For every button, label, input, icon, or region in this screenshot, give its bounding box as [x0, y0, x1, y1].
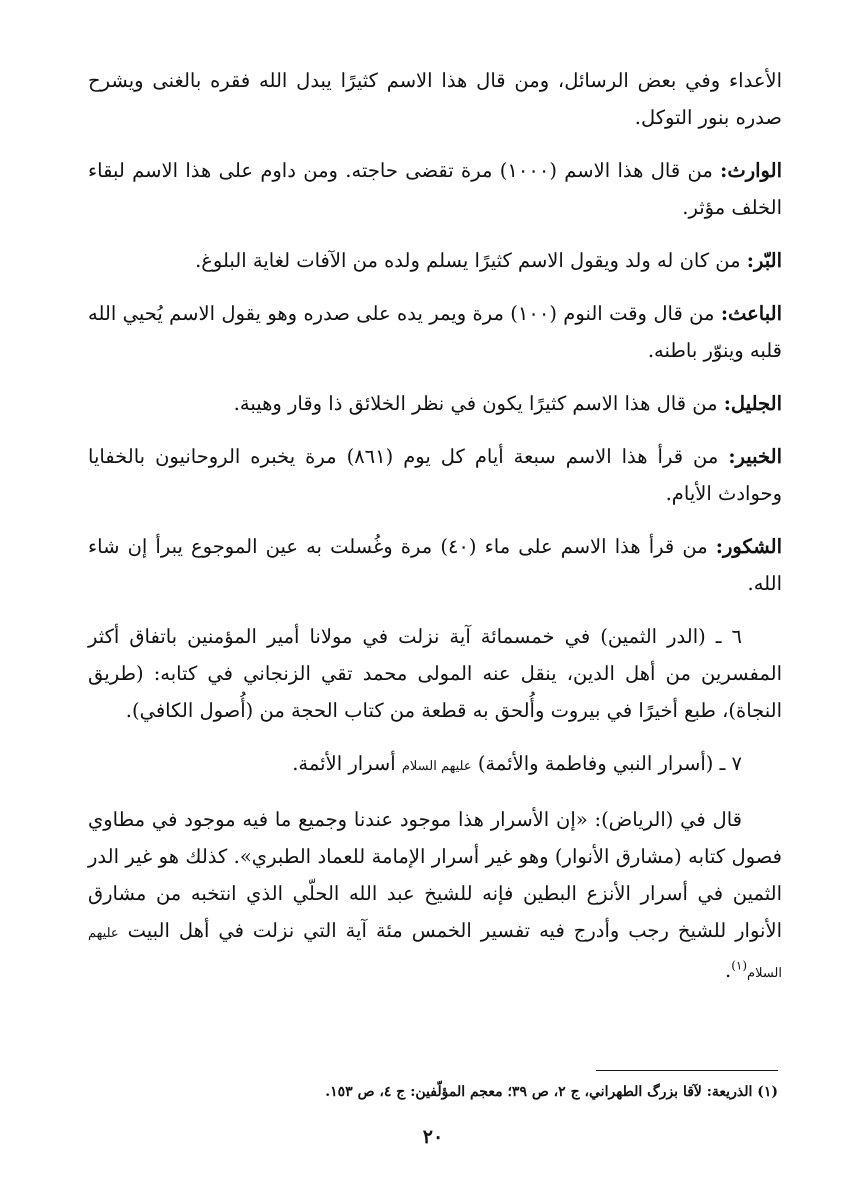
- name-term: الخبير:: [728, 445, 782, 468]
- name-text: من قال وقت النوم (١٠٠) مرة ويمر يده على صدره وهو يقول الاسم يُحيي الله قلبه وينوّر باطنه.: [88, 302, 782, 362]
- salutation-glyph: عليهم السلام: [88, 926, 782, 981]
- name-text: من قرأ هذا الاسم على ماء (٤٠) مرة وغُسلت به عين الموجوع يبرأ إن شاء الله.: [88, 535, 782, 595]
- name-entry-al-shakur: [88, 528, 782, 602]
- intro-paragraph: الأعداء وفي بعض الرسائل، ومن قال هذا الاسم كثيرًا يبدل الله فقره بالغنى ويشرح صدره بنور التوكل.: [88, 69, 782, 129]
- name-text: من كان له ولد ويقول الاسم كثيرًا يسلم ولده من الآفات لغاية البلوغ.: [195, 249, 747, 272]
- quote-text: قال في (الرياض): «إن الأسرار هذا موجود عندنا وجميع ما فيه موجود في مطاوي فصول كتابه (مشارق الأنوار) وهو غير أسرار الإمامة للعماد الطبري». كذلك هو غير الدر الثمين في أسرار الأنزع البطين فإنه للشيخ عبد الله الحلّي الذي انتخبه من مشارق الأنوار للشيخ رجب وأدرج فيه تفسير الخمس مئة آية التي نزلت في أهل البيت: [88, 808, 782, 942]
- footnote-reference[interactable]: (١): [731, 958, 748, 973]
- name-entry-al-warith: [88, 152, 782, 226]
- footnote-text: (١) الذريعة: لآقا بزرگ الطهراني، ج ٢، ص ٣٩؛ معجم المؤلّفين: ج ٤، ص ١٥٣.: [325, 1084, 778, 1100]
- name-term: الشكور:: [715, 535, 782, 558]
- name-entry-al-jalil: [88, 385, 782, 422]
- item-7-suffix: أسرار الأئمة.: [292, 752, 402, 775]
- name-entry-al-barr: [88, 242, 782, 279]
- name-entry-al-baith: [88, 295, 782, 369]
- item-7-title: ٧ ـ (أسرار النبي وفاطمة والأئمة): [471, 752, 742, 775]
- name-text: من قرأ هذا الاسم سبعة أيام كل يوم (٨٦١) مرة يخبره الروحانيون بالخفايا وحوادث الأيام.: [88, 445, 782, 505]
- name-text: من قال هذا الاسم كثيرًا يكون في نظر الخلائق ذا وقار وهيبة.: [233, 392, 724, 415]
- page-number: ٢٠: [422, 1126, 444, 1148]
- item-6-paragraph: ٦ ـ (الدر الثمين) في خمسمائة آية نزلت في مولانا أمير المؤمنين باتفاق أكثر المفسرين من أهل الدين، ينقل عنه المولى محمد تقي الزنجاني في كتابه: (طريق النجاة)، طبع أخيرًا في بيروت وأُلحق به قطعة من كتاب الحجة من (أُصول الكافي).: [88, 625, 782, 722]
- name-term: الجليل:: [723, 392, 782, 415]
- item-7-paragraph: [88, 745, 782, 785]
- divine-names-list: [88, 152, 782, 602]
- name-term: الباعث:: [720, 302, 782, 325]
- name-text: من قال هذا الاسم (١٠٠٠) مرة تقضى حاجته. ومن داوم على هذا الاسم لبقاء الخلف مؤثر.: [88, 159, 782, 219]
- quote-end: .: [724, 959, 732, 982]
- footnote-divider: [596, 1070, 778, 1071]
- name-term: الوارث:: [720, 159, 782, 182]
- name-term: البّر:: [746, 249, 782, 272]
- quote-paragraph: [88, 801, 782, 992]
- name-entry-al-khabir: [88, 438, 782, 512]
- salutation-glyph: عليهم السلام: [401, 759, 472, 774]
